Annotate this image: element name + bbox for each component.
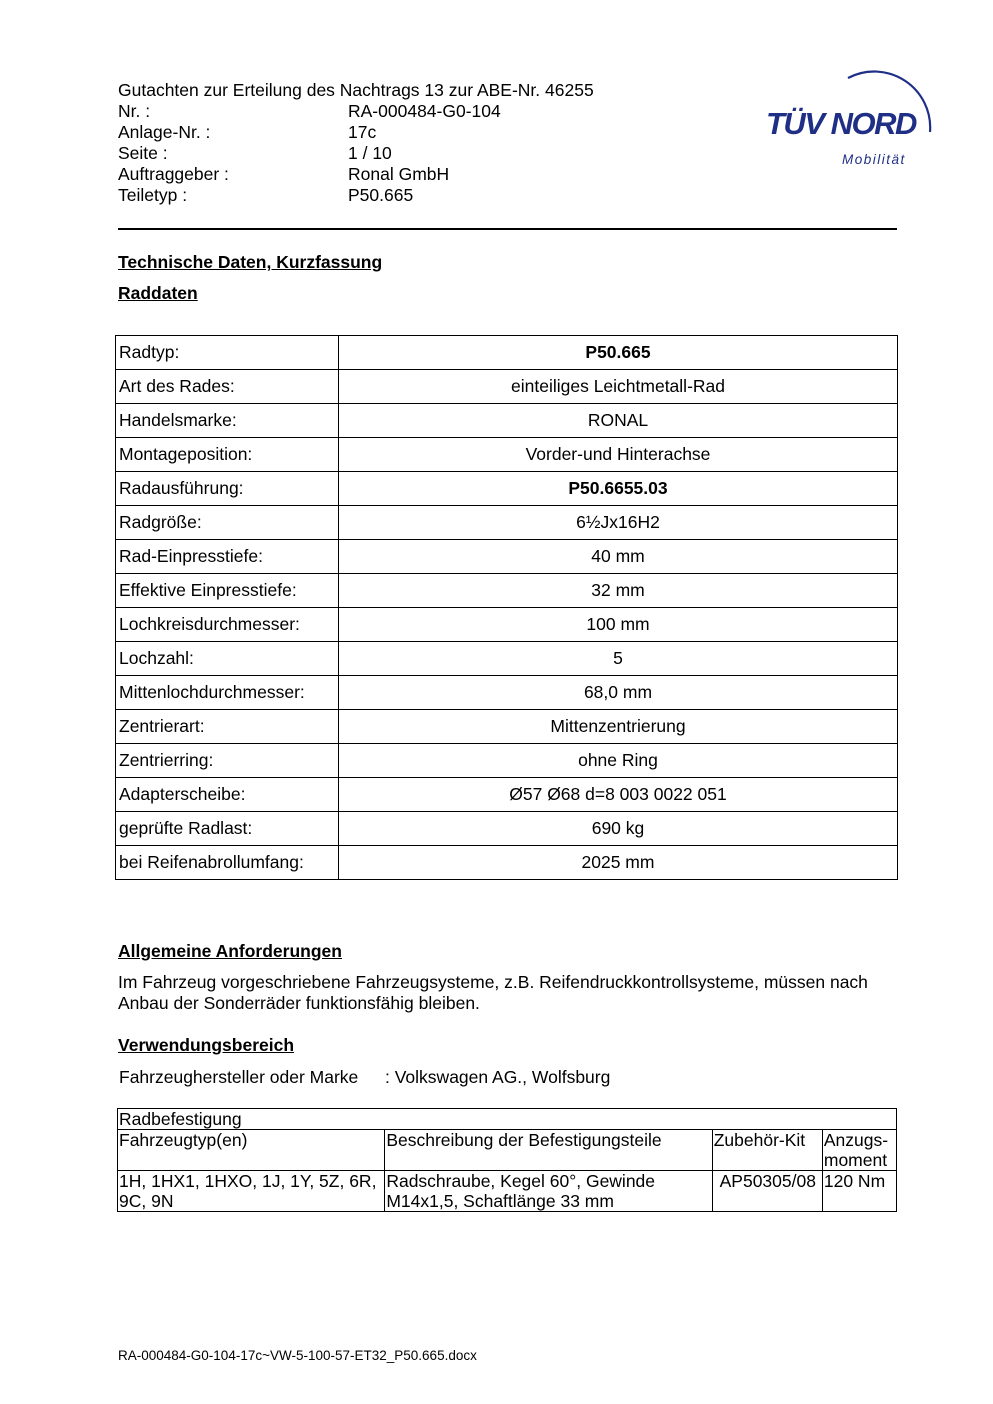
row-value: ohne Ring	[339, 744, 898, 778]
table-row	[116, 846, 898, 880]
row-label: Art des Rades:	[116, 370, 339, 404]
manufacturer-line	[119, 1067, 610, 1088]
section-heading-wheel: Raddaten	[118, 283, 198, 303]
vehicle-types-cell: 1H, 1HX1, 1HXO, 1J, 1Y, 5Z, 6R, 9C, 9N	[118, 1171, 385, 1212]
header-label: Anlage-Nr. :	[118, 122, 211, 142]
table-row	[116, 540, 898, 574]
report-title: Gutachten zur Erteilung des Nachtrags 13 zur ABE-Nr. 46255	[118, 80, 594, 100]
table-row	[116, 778, 898, 812]
row-label: geprüfte Radlast:	[116, 812, 339, 846]
logo-wordmark: TÜV NORD	[766, 106, 916, 141]
row-value: RONAL	[339, 404, 898, 438]
column-header: Anzugs-moment	[822, 1130, 896, 1171]
row-label: Rad-Einpresstiefe:	[116, 540, 339, 574]
row-label: Mittenlochdurchmesser:	[116, 676, 339, 710]
table-header-row	[118, 1130, 897, 1171]
table-row	[116, 710, 898, 744]
table-row	[116, 438, 898, 472]
header-value: 1 / 10	[348, 143, 392, 163]
row-label: Effektive Einpresstiefe:	[116, 574, 339, 608]
table-row	[116, 574, 898, 608]
row-value: einteiliges Leichtmetall-Rad	[339, 370, 898, 404]
row-value: 5	[339, 642, 898, 676]
logo-subtitle: Mobilität	[842, 152, 906, 167]
row-label: Radtyp:	[116, 336, 339, 370]
table-row	[116, 812, 898, 846]
column-header: Zubehör-Kit	[712, 1130, 822, 1171]
header-value: RA-000484-G0-104	[348, 101, 501, 121]
row-label: Adapterscheibe:	[116, 778, 339, 812]
torque-cell: 120 Nm	[822, 1171, 896, 1212]
header-value: P50.665	[348, 185, 414, 205]
row-label: Montageposition:	[116, 438, 339, 472]
table-row	[116, 642, 898, 676]
table-row	[116, 506, 898, 540]
table-row	[116, 404, 898, 438]
header-value: 17c	[348, 122, 377, 142]
header-row-auftraggeber	[118, 164, 594, 185]
row-value: 68,0 mm	[339, 676, 898, 710]
header-divider	[118, 228, 897, 230]
row-value: 2025 mm	[339, 846, 898, 880]
description-cell: Radschraube, Kegel 60°, Gewinde M14x1,5, Schaftlänge 33 mm	[385, 1171, 712, 1212]
row-label: Zentrierart:	[116, 710, 339, 744]
mounting-table	[117, 1108, 897, 1212]
table-row	[118, 1171, 897, 1212]
row-value: P50.665	[339, 336, 898, 370]
row-label: Zentrierring:	[116, 744, 339, 778]
row-label: bei Reifenabrollumfang:	[116, 846, 339, 880]
header-label: Nr. :	[118, 101, 151, 121]
column-header: Beschreibung der Befestigungsteile	[385, 1130, 712, 1171]
table-row	[116, 472, 898, 506]
header-label: Auftraggeber :	[118, 164, 229, 184]
row-value: Ø57 Ø68 d=8 003 0022 051	[339, 778, 898, 812]
row-value: 32 mm	[339, 574, 898, 608]
header-label: Seite :	[118, 143, 168, 163]
column-header: Fahrzeugtyp(en)	[118, 1130, 385, 1171]
section-heading-general: Allgemeine Anforderungen	[118, 941, 342, 961]
document-header	[118, 80, 594, 206]
table-caption-row	[118, 1109, 897, 1130]
row-label: Radgröße:	[116, 506, 339, 540]
header-value: Ronal GmbH	[348, 164, 450, 184]
header-row-nr	[118, 101, 594, 122]
table-row	[116, 744, 898, 778]
table-row	[116, 336, 898, 370]
row-value: Vorder-und Hinterachse	[339, 438, 898, 472]
table-row	[116, 608, 898, 642]
section-heading-usage: Verwendungsbereich	[118, 1035, 295, 1055]
footer-filename: RA-000484-G0-104-17c~VW-5-100-57-ET32_P50.665.docx	[118, 1348, 477, 1363]
row-value: 6½Jx16H2	[339, 506, 898, 540]
header-row-anlage	[118, 122, 594, 143]
manufacturer-label: Fahrzeughersteller oder Marke	[119, 1067, 359, 1087]
wheel-data-table	[115, 335, 898, 880]
header-row-seite	[118, 143, 594, 164]
table-caption: Radbefestigung	[118, 1109, 897, 1130]
table-row	[116, 370, 898, 404]
tuv-nord-logo	[760, 56, 942, 172]
row-label: Handelsmarke:	[116, 404, 339, 438]
header-row-teiletyp	[118, 185, 594, 206]
row-value: 100 mm	[339, 608, 898, 642]
section-heading-technical: Technische Daten, Kurzfassung	[118, 252, 383, 272]
general-requirements-text: Im Fahrzeug vorgeschriebene Fahrzeugsysteme, z.B. Reifendruckkontrollsysteme, müssen nach Anbau der Sonderräder funktionsfähig bleiben.	[118, 972, 868, 1013]
row-value: P50.6655.03	[339, 472, 898, 506]
row-value: Mittenzentrierung	[339, 710, 898, 744]
row-label: Lochzahl:	[116, 642, 339, 676]
row-label: Lochkreisdurchmesser:	[116, 608, 339, 642]
header-label: Teiletyp :	[118, 185, 188, 205]
row-value: 690 kg	[339, 812, 898, 846]
row-label: Radausführung:	[116, 472, 339, 506]
row-value: 40 mm	[339, 540, 898, 574]
kit-cell: AP50305/08	[712, 1171, 822, 1212]
table-row	[116, 676, 898, 710]
manufacturer-value: : Volkswagen AG., Wolfsburg	[385, 1067, 611, 1087]
